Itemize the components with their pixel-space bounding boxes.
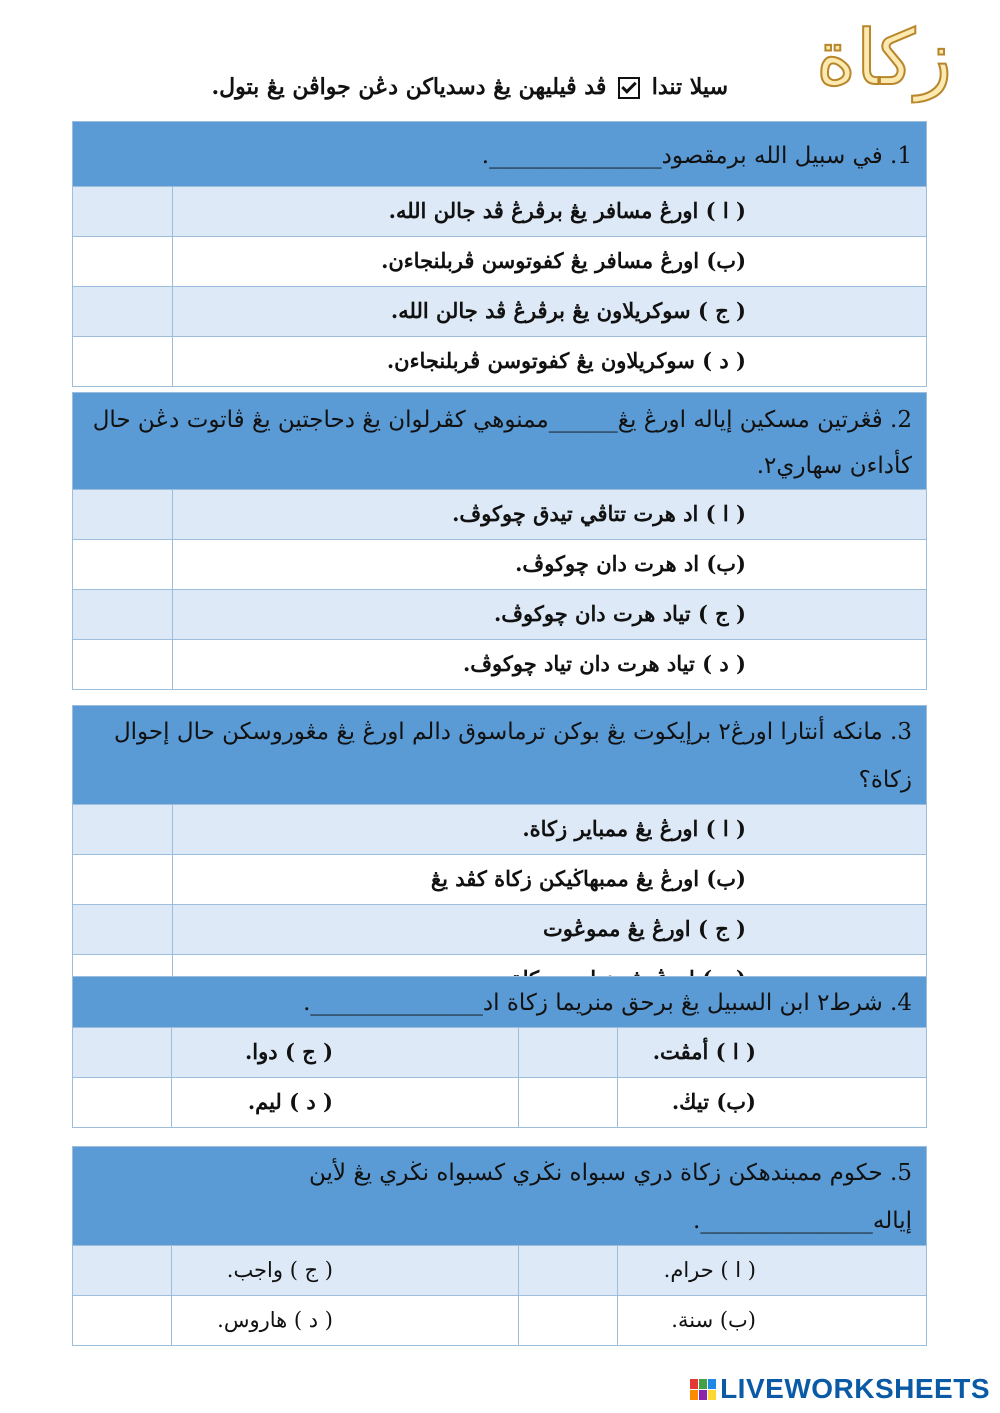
option-row[interactable] <box>73 1245 926 1295</box>
answer-box[interactable] <box>73 1246 171 1295</box>
option-label: ( د ) تياد هرت دان تياد چوكوڤ. <box>173 640 927 689</box>
option-label: ( د ) سوكريلاون يڠ كفوتوسن ڤربلنجاءن. <box>173 337 927 386</box>
question-2 <box>72 392 927 690</box>
question-3 <box>72 705 927 1005</box>
question-header <box>73 122 926 186</box>
option-label: ( ا ) أمڤت. <box>617 1028 926 1077</box>
instruction-part1: سيلا تندا <box>651 74 728 100</box>
option-label: (ب) سنة. <box>617 1296 926 1345</box>
question-text: ڤڠرتين مسكين إياله اورڠ يڠ______ممنوهي كڤرلوان يڠ دحاجتين يڠ ڤاتوت دڠن حال كأداءن سهاري٢. <box>92 407 912 479</box>
answer-box[interactable] <box>73 237 173 286</box>
option-label: ( ا ) اورڠ مسافر يڠ برڤرڠ ڤد جالن الله. <box>173 187 927 236</box>
answer-box[interactable] <box>73 905 173 954</box>
option-row[interactable] <box>73 236 926 286</box>
answer-box[interactable] <box>518 1246 617 1295</box>
option-row[interactable] <box>73 804 926 854</box>
answer-box[interactable] <box>73 337 173 386</box>
answer-box[interactable] <box>518 1296 617 1345</box>
question-5 <box>72 1146 927 1346</box>
question-number: 5. <box>890 1160 912 1186</box>
answer-box[interactable] <box>73 540 173 589</box>
instructions <box>211 74 728 100</box>
question-1 <box>72 121 927 387</box>
checkbox-icon <box>618 77 640 99</box>
question-number: 3. <box>890 719 912 745</box>
question-number: 1. <box>890 143 912 169</box>
answer-box[interactable] <box>73 287 173 336</box>
option-row[interactable] <box>73 489 926 539</box>
answer-box[interactable] <box>73 490 173 539</box>
option-row[interactable] <box>73 286 926 336</box>
option-label: (ب) اورڠ مسافر يڠ كفوتوسن ڤربلنجاءن. <box>173 237 927 286</box>
option-label: ( ج ) سوكريلاون يڠ برڤرڠ ڤد جالن الله. <box>173 287 927 336</box>
answer-box[interactable] <box>73 855 173 904</box>
answer-box[interactable] <box>73 187 173 236</box>
option-label: ( ج ) واجب. <box>171 1246 518 1295</box>
answer-box[interactable] <box>518 1078 617 1127</box>
option-row[interactable] <box>73 1027 926 1077</box>
question-4 <box>72 976 927 1128</box>
question-number: 2. <box>890 407 912 433</box>
option-label: ( د ) هاروس. <box>171 1296 518 1345</box>
question-text: في سبيل الله برمقصود_______________. <box>481 143 883 169</box>
option-label: (ب) تيڬ. <box>617 1078 926 1127</box>
option-row[interactable] <box>73 1295 926 1345</box>
option-label: ( ج ) اورڠ يڠ مموڠوت <box>173 905 927 954</box>
instruction-part2: ڤد ڤيليهن يڠ دسدياكن دڠن جواڤن يڠ بتول. <box>211 74 607 100</box>
question-header <box>73 706 926 804</box>
option-label: ( ج ) تياد هرت دان چوكوڤ. <box>173 590 927 639</box>
answer-box[interactable] <box>73 805 173 854</box>
option-label: ( ج ) دوا. <box>171 1028 518 1077</box>
option-label: ( ا ) اد هرت تتاڤي تيدق چوكوڤ. <box>173 490 927 539</box>
option-row[interactable] <box>73 539 926 589</box>
liveworksheets-logo[interactable] <box>690 1373 990 1405</box>
answer-box[interactable] <box>73 1028 171 1077</box>
option-row[interactable] <box>73 639 926 689</box>
question-text: مانكه أنتارا اورڠ٢ برإيكوت يڠ بوكن ترماسوق دالم اورڠ يڠ مڠوروسكن حال إحوال زكاة؟ <box>113 719 912 793</box>
answer-box[interactable] <box>518 1028 617 1077</box>
option-label: (ب) اد هرت دان چوكوڤ. <box>173 540 927 589</box>
question-text: حكوم ممبندهكن زكاة دري سبواه نڬري كسبواه نڬري يڠ لأين إياله_______________. <box>308 1160 912 1234</box>
answer-box[interactable] <box>73 1296 171 1345</box>
logo-icon <box>690 1379 716 1400</box>
option-row[interactable] <box>73 904 926 954</box>
option-row[interactable] <box>73 186 926 236</box>
answer-box[interactable] <box>73 1078 171 1127</box>
option-label: ( د ) ليم. <box>171 1078 518 1127</box>
question-header <box>73 977 926 1027</box>
question-text: شرط٢ ابن السبيل يڠ برحق منريما زكاة اد_______________. <box>303 990 883 1016</box>
option-label: ( ا ) حرام. <box>617 1246 926 1295</box>
option-label: ( ا ) اورڠ يڠ ممباير زكاة. <box>173 805 927 854</box>
question-header <box>73 393 926 489</box>
page-title: زكاة <box>816 13 952 102</box>
answer-box[interactable] <box>73 590 173 639</box>
footer-brand: LIVEWORKSHEETS <box>720 1373 990 1404</box>
option-row[interactable] <box>73 589 926 639</box>
question-header <box>73 1147 926 1245</box>
option-row[interactable] <box>73 336 926 386</box>
option-label: (ب) اورڠ يڠ ممبهاڬيكن زكاة كڤد يڠ <box>173 855 927 904</box>
question-number: 4. <box>890 990 912 1016</box>
option-row[interactable] <box>73 1077 926 1127</box>
answer-box[interactable] <box>73 640 173 689</box>
option-row[interactable] <box>73 854 926 904</box>
